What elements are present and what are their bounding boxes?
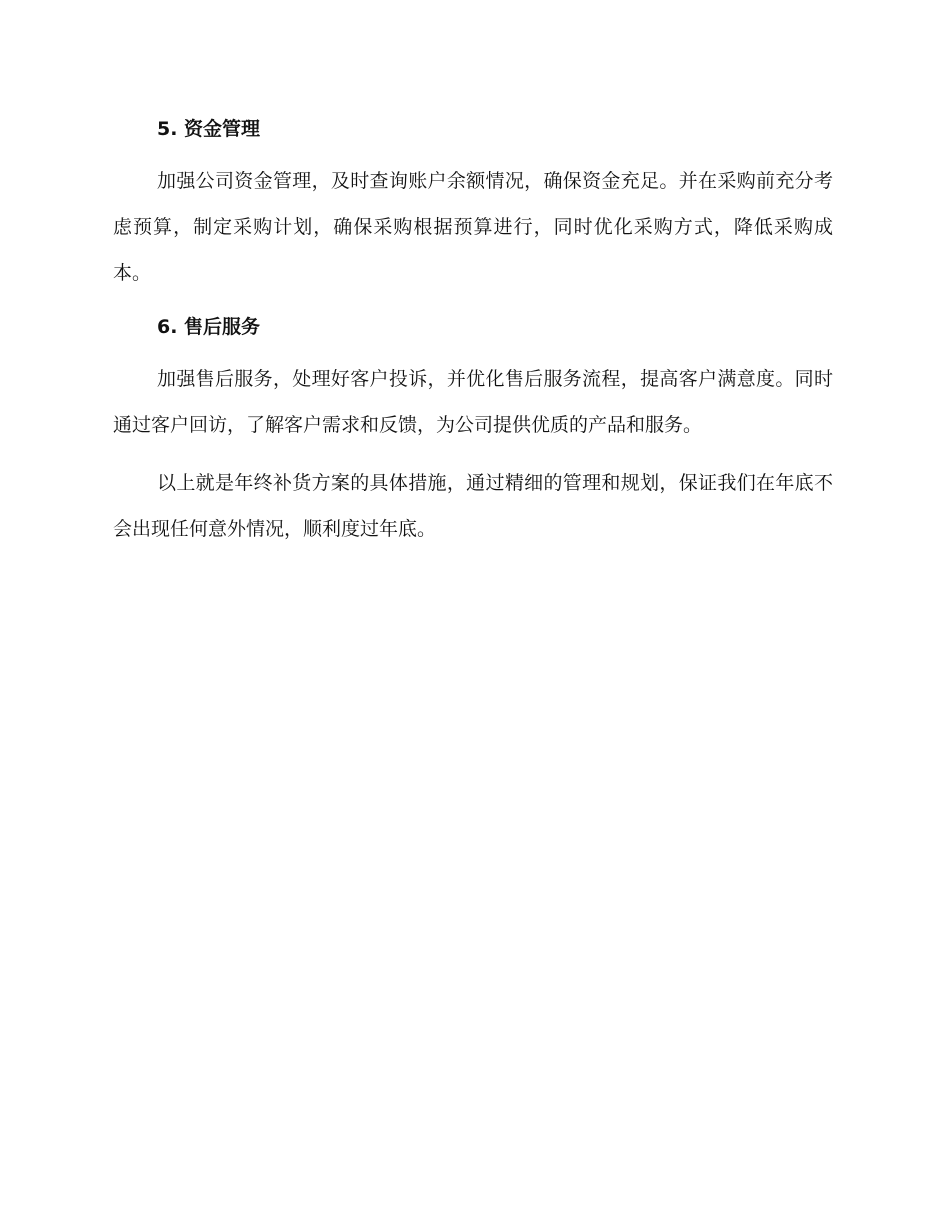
section-heading-after-sales: 6. 售后服务 [157, 316, 261, 338]
section-paragraph-after-sales: 加强售后服务，处理好客户投诉，并优化售后服务流程，提高客户满意度。同时通过客户回访，了解客户需求和反馈，为公司提供优质的产品和服务。 [113, 368, 833, 436]
conclusion-paragraph: 以上就是年终补货方案的具体措施，通过精细的管理和规划，保证我们在年底不会出现任何意外情况，顺利度过年底。 [113, 472, 833, 540]
document-body [113, 112, 833, 552]
section-heading-funds: 5. 资金管理 [157, 118, 261, 140]
section-paragraph-funds: 加强公司资金管理，及时查询账户余额情况，确保资金充足。并在采购前充分考虑预算，制定采购计划，确保采购根据预算进行，同时优化采购方式，降低采购成本。 [113, 170, 833, 284]
